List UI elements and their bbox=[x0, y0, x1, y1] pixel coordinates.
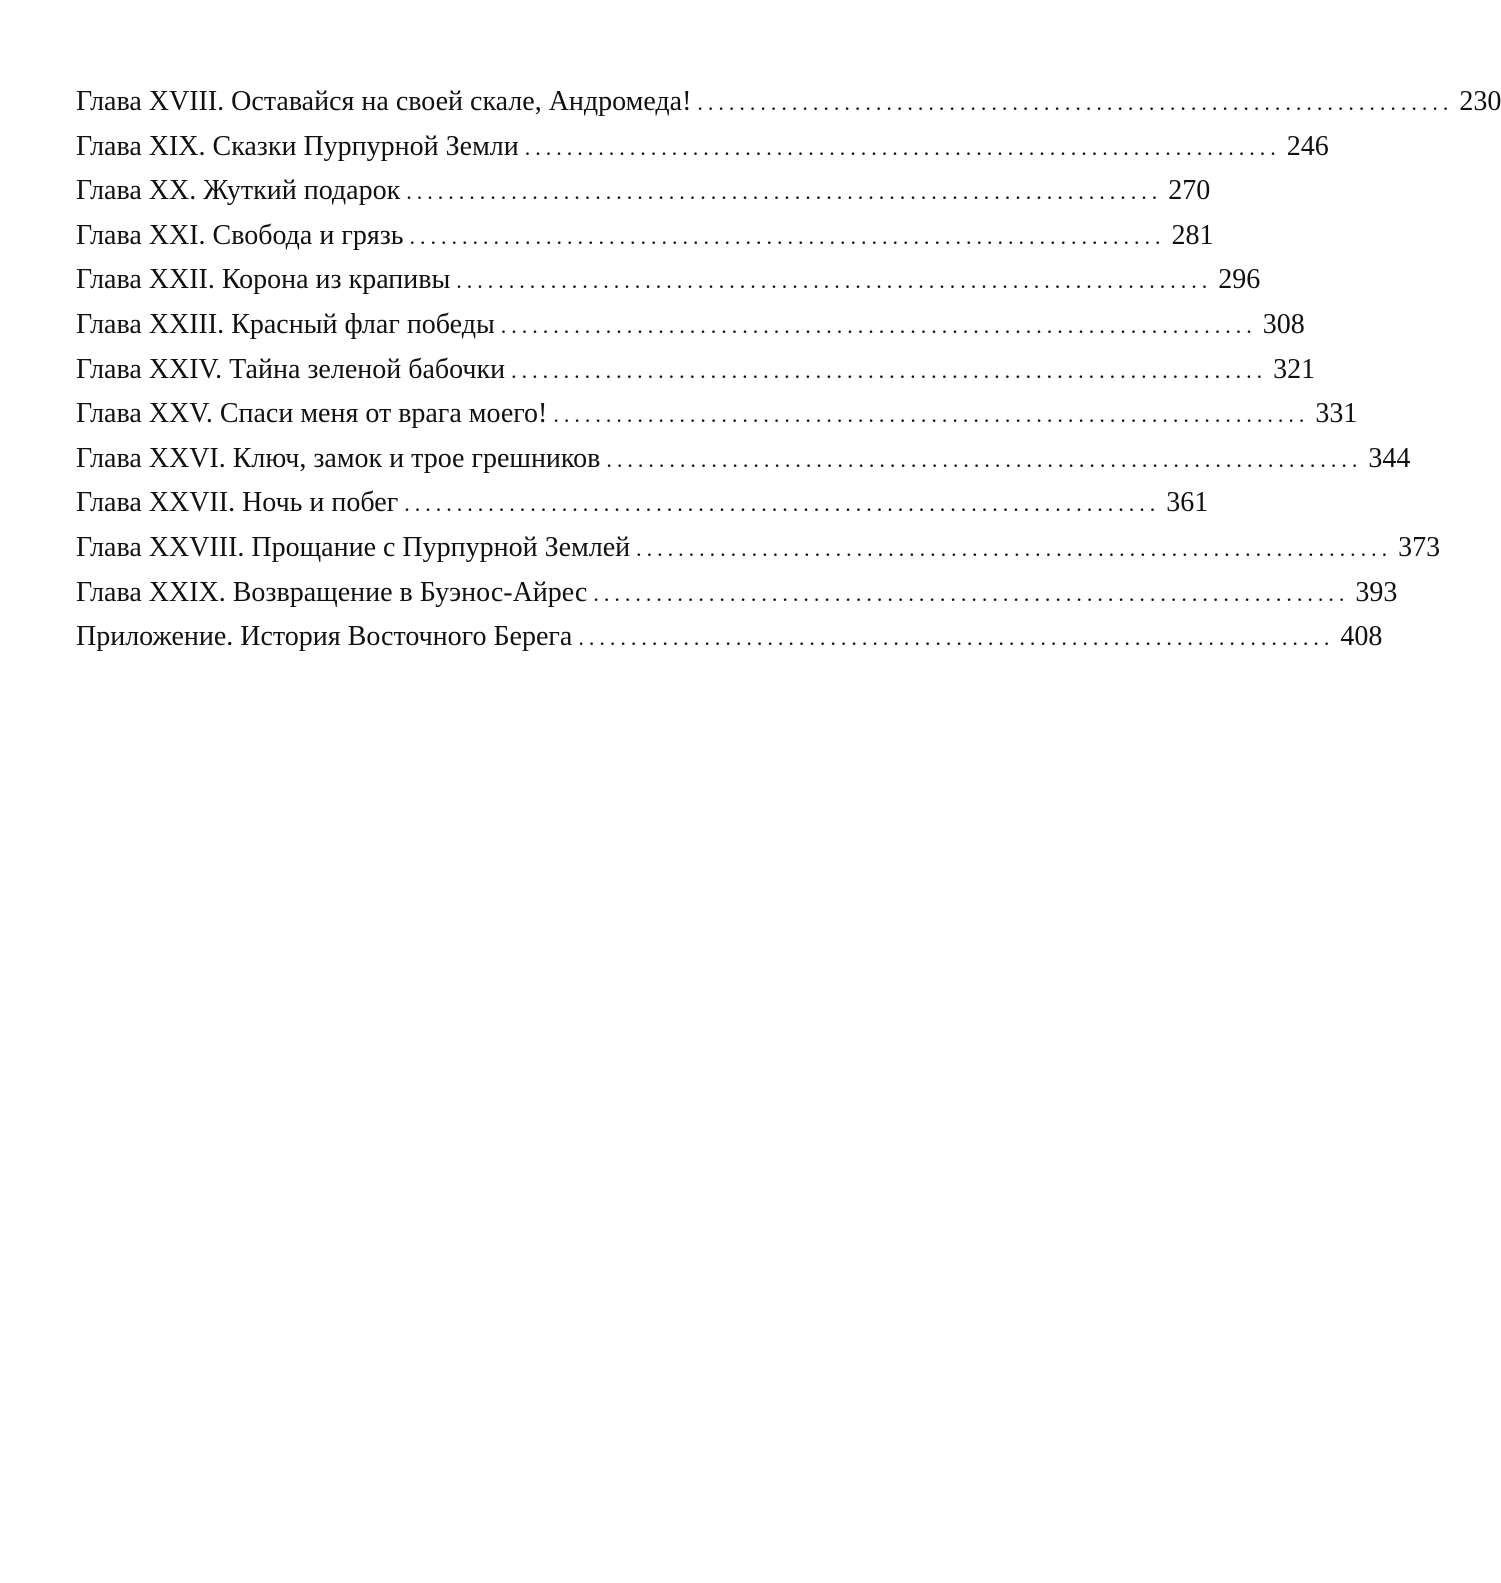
toc-entry bbox=[76, 526, 1441, 571]
toc-entry-title: Глава XIX. Сказки Пурпурной Земли bbox=[76, 130, 519, 162]
toc-entry-title: Глава XXVI. Ключ, замок и трое грешников bbox=[76, 442, 601, 474]
toc-entry-page: 230 bbox=[1459, 86, 1501, 117]
toc-entry bbox=[76, 481, 1209, 526]
dot-leader: ........................................................................ bbox=[524, 134, 1281, 160]
toc-entry bbox=[76, 571, 1398, 616]
toc-entry bbox=[76, 258, 1261, 303]
dot-leader: ........................................................................ bbox=[456, 268, 1213, 294]
toc-entry-page: 321 bbox=[1273, 353, 1316, 385]
toc-entry bbox=[76, 169, 1211, 214]
dot-leader: ........................................................................ bbox=[578, 625, 1335, 651]
dot-leader: ........................................................................ bbox=[404, 491, 1161, 517]
toc-entry-title: Глава XXIX. Возвращение в Буэнос-Айрес bbox=[76, 576, 588, 608]
toc-entry-title: Глава XXV. Спаси меня от врага моего! bbox=[76, 398, 548, 430]
toc-entry-page: 393 bbox=[1355, 576, 1398, 608]
dot-leader: ........................................................................ bbox=[500, 312, 1257, 338]
toc-entry bbox=[76, 437, 1411, 482]
toc-entry bbox=[76, 303, 1305, 348]
toc-entry-title: Приложение. История Восточного Берега bbox=[76, 621, 573, 653]
dot-leader: ........................................................................ bbox=[409, 223, 1166, 249]
dot-leader: ........................................................................ bbox=[553, 402, 1310, 428]
toc-entry bbox=[76, 125, 1329, 170]
toc-entry bbox=[76, 615, 1383, 660]
dot-leader: ........................................................................ bbox=[406, 179, 1163, 205]
toc-entry-page: 246 bbox=[1286, 130, 1329, 162]
toc-entry-page: 373 bbox=[1398, 531, 1441, 563]
toc-entry bbox=[76, 348, 1316, 393]
toc-entry-title: Глава XXIV. Тайна зеленой бабочки bbox=[76, 353, 506, 385]
toc-entry bbox=[76, 80, 1501, 125]
toc-entry-title: Глава XX. Жуткий подарок bbox=[76, 175, 401, 207]
toc-entry-title: Глава XXVII. Ночь и побег bbox=[76, 487, 399, 519]
table-of-contents bbox=[76, 80, 1501, 660]
toc-entry-page: 296 bbox=[1218, 264, 1261, 296]
toc-entry-page: 331 bbox=[1315, 398, 1358, 430]
toc-entry-title: Глава XXII. Корона из крапивы bbox=[76, 264, 451, 296]
dot-leader: ........................................................................ bbox=[606, 446, 1363, 472]
toc-entry-page: 308 bbox=[1262, 308, 1305, 340]
toc-entry-title: Глава XXVIII. Прощание с Пурпурной Землей bbox=[76, 531, 631, 563]
toc-entry-title: Глава XVIII. Оставайся на своей скале, Андромеда! bbox=[76, 86, 692, 117]
toc-entry-page: 344 bbox=[1368, 442, 1411, 474]
dot-leader: ........................................................................ bbox=[511, 357, 1268, 383]
toc-entry bbox=[76, 214, 1214, 259]
toc-entry-page: 361 bbox=[1166, 487, 1209, 519]
toc-entry-title: Глава XXI. Свобода и грязь bbox=[76, 219, 404, 251]
toc-entry bbox=[76, 392, 1358, 437]
toc-entry-page: 270 bbox=[1168, 175, 1211, 207]
dot-leader: ........................................................................ bbox=[593, 580, 1350, 606]
dot-leader: ........................................................................ bbox=[697, 90, 1454, 115]
dot-leader: ........................................................................ bbox=[636, 535, 1393, 561]
toc-entry-page: 281 bbox=[1171, 219, 1214, 251]
toc-entry-page: 408 bbox=[1340, 621, 1383, 653]
toc-entry-title: Глава XXIII. Красный флаг победы bbox=[76, 308, 495, 340]
